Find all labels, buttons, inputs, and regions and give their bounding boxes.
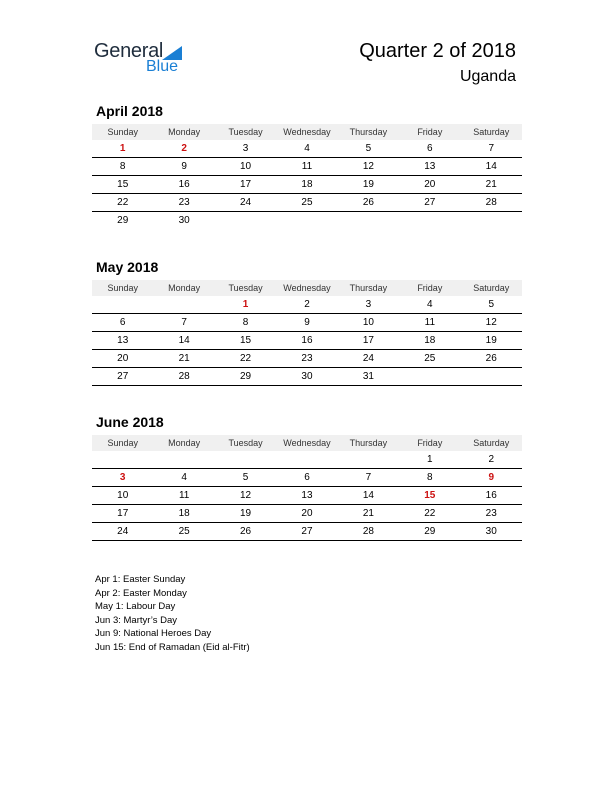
- day-cell: 23: [178, 197, 190, 208]
- day-cell: 6: [119, 317, 126, 328]
- day-cell: 26: [485, 353, 497, 364]
- week-row: [92, 314, 522, 332]
- day-cell: 18: [178, 508, 190, 519]
- day-cell: 19: [485, 335, 497, 346]
- holiday-day-cell: 3: [119, 472, 126, 483]
- day-cell: 3: [242, 143, 249, 154]
- week-row: [92, 158, 522, 176]
- day-cell: 12: [485, 317, 497, 328]
- day-cell: 25: [178, 526, 190, 537]
- week-row: [92, 487, 522, 505]
- weekday-label: Monday: [168, 127, 201, 137]
- week-row: [92, 469, 522, 487]
- holiday-day-cell: 9: [488, 472, 495, 483]
- day-cell: 10: [239, 161, 252, 172]
- weekday-label: Tuesday: [228, 283, 263, 293]
- month-june: [92, 414, 522, 541]
- weekday-label: Sunday: [107, 438, 138, 448]
- day-cell: 29: [239, 371, 252, 382]
- day-cell: 6: [427, 143, 433, 154]
- day-cell: 2: [304, 299, 310, 310]
- day-cell: 2: [488, 454, 495, 465]
- holiday-note: Apr 2: Easter Monday: [95, 587, 187, 599]
- day-cell: 18: [424, 335, 436, 346]
- holiday-note: May 1: Labour Day: [95, 601, 176, 612]
- day-cell: 6: [304, 472, 310, 483]
- day-cell: 28: [362, 526, 374, 537]
- day-cell: 20: [117, 353, 129, 364]
- holiday-note: Jun 3: Martyr’s Day: [95, 614, 178, 626]
- day-cell: 15: [117, 179, 129, 190]
- logo-general-text: General: [94, 40, 164, 62]
- weekday-label: Wednesday: [283, 127, 331, 137]
- day-cell: 17: [239, 179, 252, 190]
- day-cell: 24: [239, 197, 252, 208]
- weekday-label: Sunday: [107, 283, 138, 293]
- month-title: May 2018: [96, 259, 159, 275]
- holiday-notes: [95, 573, 250, 654]
- day-cell: 20: [301, 508, 313, 519]
- weekday-label: Friday: [417, 127, 443, 137]
- week-row: [92, 451, 522, 469]
- day-cell: 29: [424, 526, 436, 537]
- day-cell: 21: [178, 353, 190, 364]
- day-cell: 22: [117, 197, 129, 208]
- week-row: [92, 523, 522, 541]
- holiday-day-cell: 1: [242, 299, 249, 310]
- weekday-label: Tuesday: [228, 127, 263, 137]
- day-cell: 16: [178, 179, 190, 190]
- day-cell: 23: [301, 353, 313, 364]
- day-cell: 25: [301, 197, 313, 208]
- day-cell: 12: [362, 161, 374, 172]
- weekday-label: Friday: [417, 438, 443, 448]
- generalblue-logo: [94, 40, 194, 80]
- weekday-label: Saturday: [473, 283, 510, 293]
- holiday-note: Jun 15: End of Ramadan (Eid al-Fitr): [95, 641, 250, 653]
- holiday-day-cell: 15: [424, 490, 436, 501]
- day-cell: 24: [362, 353, 374, 364]
- day-cell: 9: [304, 317, 310, 328]
- holiday-note: Jun 9: National Heroes Day: [95, 628, 212, 639]
- day-cell: 26: [362, 197, 374, 208]
- month-title: April 2018: [96, 103, 163, 119]
- week-row: [92, 505, 522, 523]
- day-cell: 7: [488, 143, 495, 154]
- day-cell: 21: [362, 508, 374, 519]
- day-cell: 26: [239, 526, 252, 537]
- day-cell: 21: [485, 179, 497, 190]
- logo-blue-text: Blue: [146, 58, 179, 75]
- weekday-label: Monday: [168, 438, 201, 448]
- week-row: [92, 296, 522, 314]
- day-cell: 7: [365, 472, 372, 483]
- month-april: [92, 103, 522, 229]
- day-cell: 30: [301, 371, 313, 382]
- day-cell: 27: [424, 197, 436, 208]
- weekday-label: Tuesday: [228, 438, 263, 448]
- day-cell: 19: [362, 179, 374, 190]
- day-cell: 16: [301, 335, 313, 346]
- day-cell: 8: [242, 317, 249, 328]
- day-cell: 12: [239, 490, 252, 501]
- day-cell: 14: [362, 490, 374, 501]
- weekday-label: Thursday: [349, 283, 388, 293]
- weekday-label: Saturday: [473, 127, 510, 137]
- day-cell: 5: [488, 299, 495, 310]
- week-row: [92, 194, 522, 212]
- day-cell: 22: [424, 508, 436, 519]
- holiday-note: Apr 1: Easter Sunday: [95, 574, 186, 585]
- day-cell: 17: [362, 335, 374, 346]
- country-name: Uganda: [459, 68, 516, 85]
- day-cell: 17: [117, 508, 129, 519]
- day-cell: 4: [181, 472, 187, 483]
- day-cell: 5: [242, 472, 249, 483]
- weekday-header-row: [92, 280, 522, 296]
- day-cell: 13: [301, 490, 313, 501]
- day-cell: 8: [427, 472, 433, 483]
- weekday-label: Monday: [168, 283, 201, 293]
- day-cell: 24: [117, 526, 129, 537]
- weekday-header-row: [92, 435, 522, 451]
- day-cell: 8: [119, 161, 126, 172]
- month-title: June 2018: [96, 414, 164, 430]
- day-cell: 13: [117, 335, 129, 346]
- day-cell: 27: [301, 526, 313, 537]
- holiday-day-cell: 2: [181, 143, 187, 154]
- day-cell: 22: [239, 353, 252, 364]
- day-cell: 30: [178, 215, 190, 226]
- day-cell: 4: [304, 143, 310, 154]
- week-row: [92, 212, 522, 229]
- weekday-label: Wednesday: [283, 438, 331, 448]
- weekday-label: Sunday: [107, 127, 138, 137]
- weekday-label: Wednesday: [283, 283, 331, 293]
- holiday-day-cell: 1: [119, 143, 126, 154]
- weekday-label: Thursday: [349, 438, 388, 448]
- day-cell: 19: [239, 508, 252, 519]
- month-may: [92, 259, 522, 386]
- day-cell: 25: [424, 353, 436, 364]
- week-row: [92, 140, 522, 158]
- day-cell: 10: [362, 317, 374, 328]
- day-cell: 27: [117, 371, 129, 382]
- week-row: [92, 332, 522, 350]
- day-cell: 10: [117, 490, 129, 501]
- day-cell: 7: [181, 317, 187, 328]
- week-row: [92, 368, 522, 386]
- day-cell: 31: [362, 371, 374, 382]
- weekday-header-row: [92, 124, 522, 140]
- day-cell: 28: [485, 197, 497, 208]
- week-row: [92, 176, 522, 194]
- day-cell: 4: [427, 299, 433, 310]
- day-cell: 11: [424, 317, 436, 328]
- day-cell: 5: [365, 143, 372, 154]
- day-cell: 18: [301, 179, 313, 190]
- day-cell: 30: [485, 526, 497, 537]
- week-row: [92, 350, 522, 368]
- day-cell: 11: [178, 490, 190, 501]
- day-cell: 14: [178, 335, 190, 346]
- day-cell: 3: [365, 299, 372, 310]
- weekday-label: Saturday: [473, 438, 510, 448]
- page-title: Quarter 2 of 2018: [359, 40, 516, 62]
- day-cell: 13: [424, 161, 436, 172]
- day-cell: 1: [427, 454, 433, 465]
- day-cell: 20: [424, 179, 436, 190]
- weekday-label: Thursday: [349, 127, 388, 137]
- day-cell: 28: [178, 371, 190, 382]
- day-cell: 16: [485, 490, 497, 501]
- weekday-label: Friday: [417, 283, 443, 293]
- day-cell: 11: [301, 161, 313, 172]
- day-cell: 9: [181, 161, 187, 172]
- day-cell: 14: [485, 161, 497, 172]
- day-cell: 15: [239, 335, 252, 346]
- day-cell: 23: [485, 508, 497, 519]
- day-cell: 29: [117, 215, 129, 226]
